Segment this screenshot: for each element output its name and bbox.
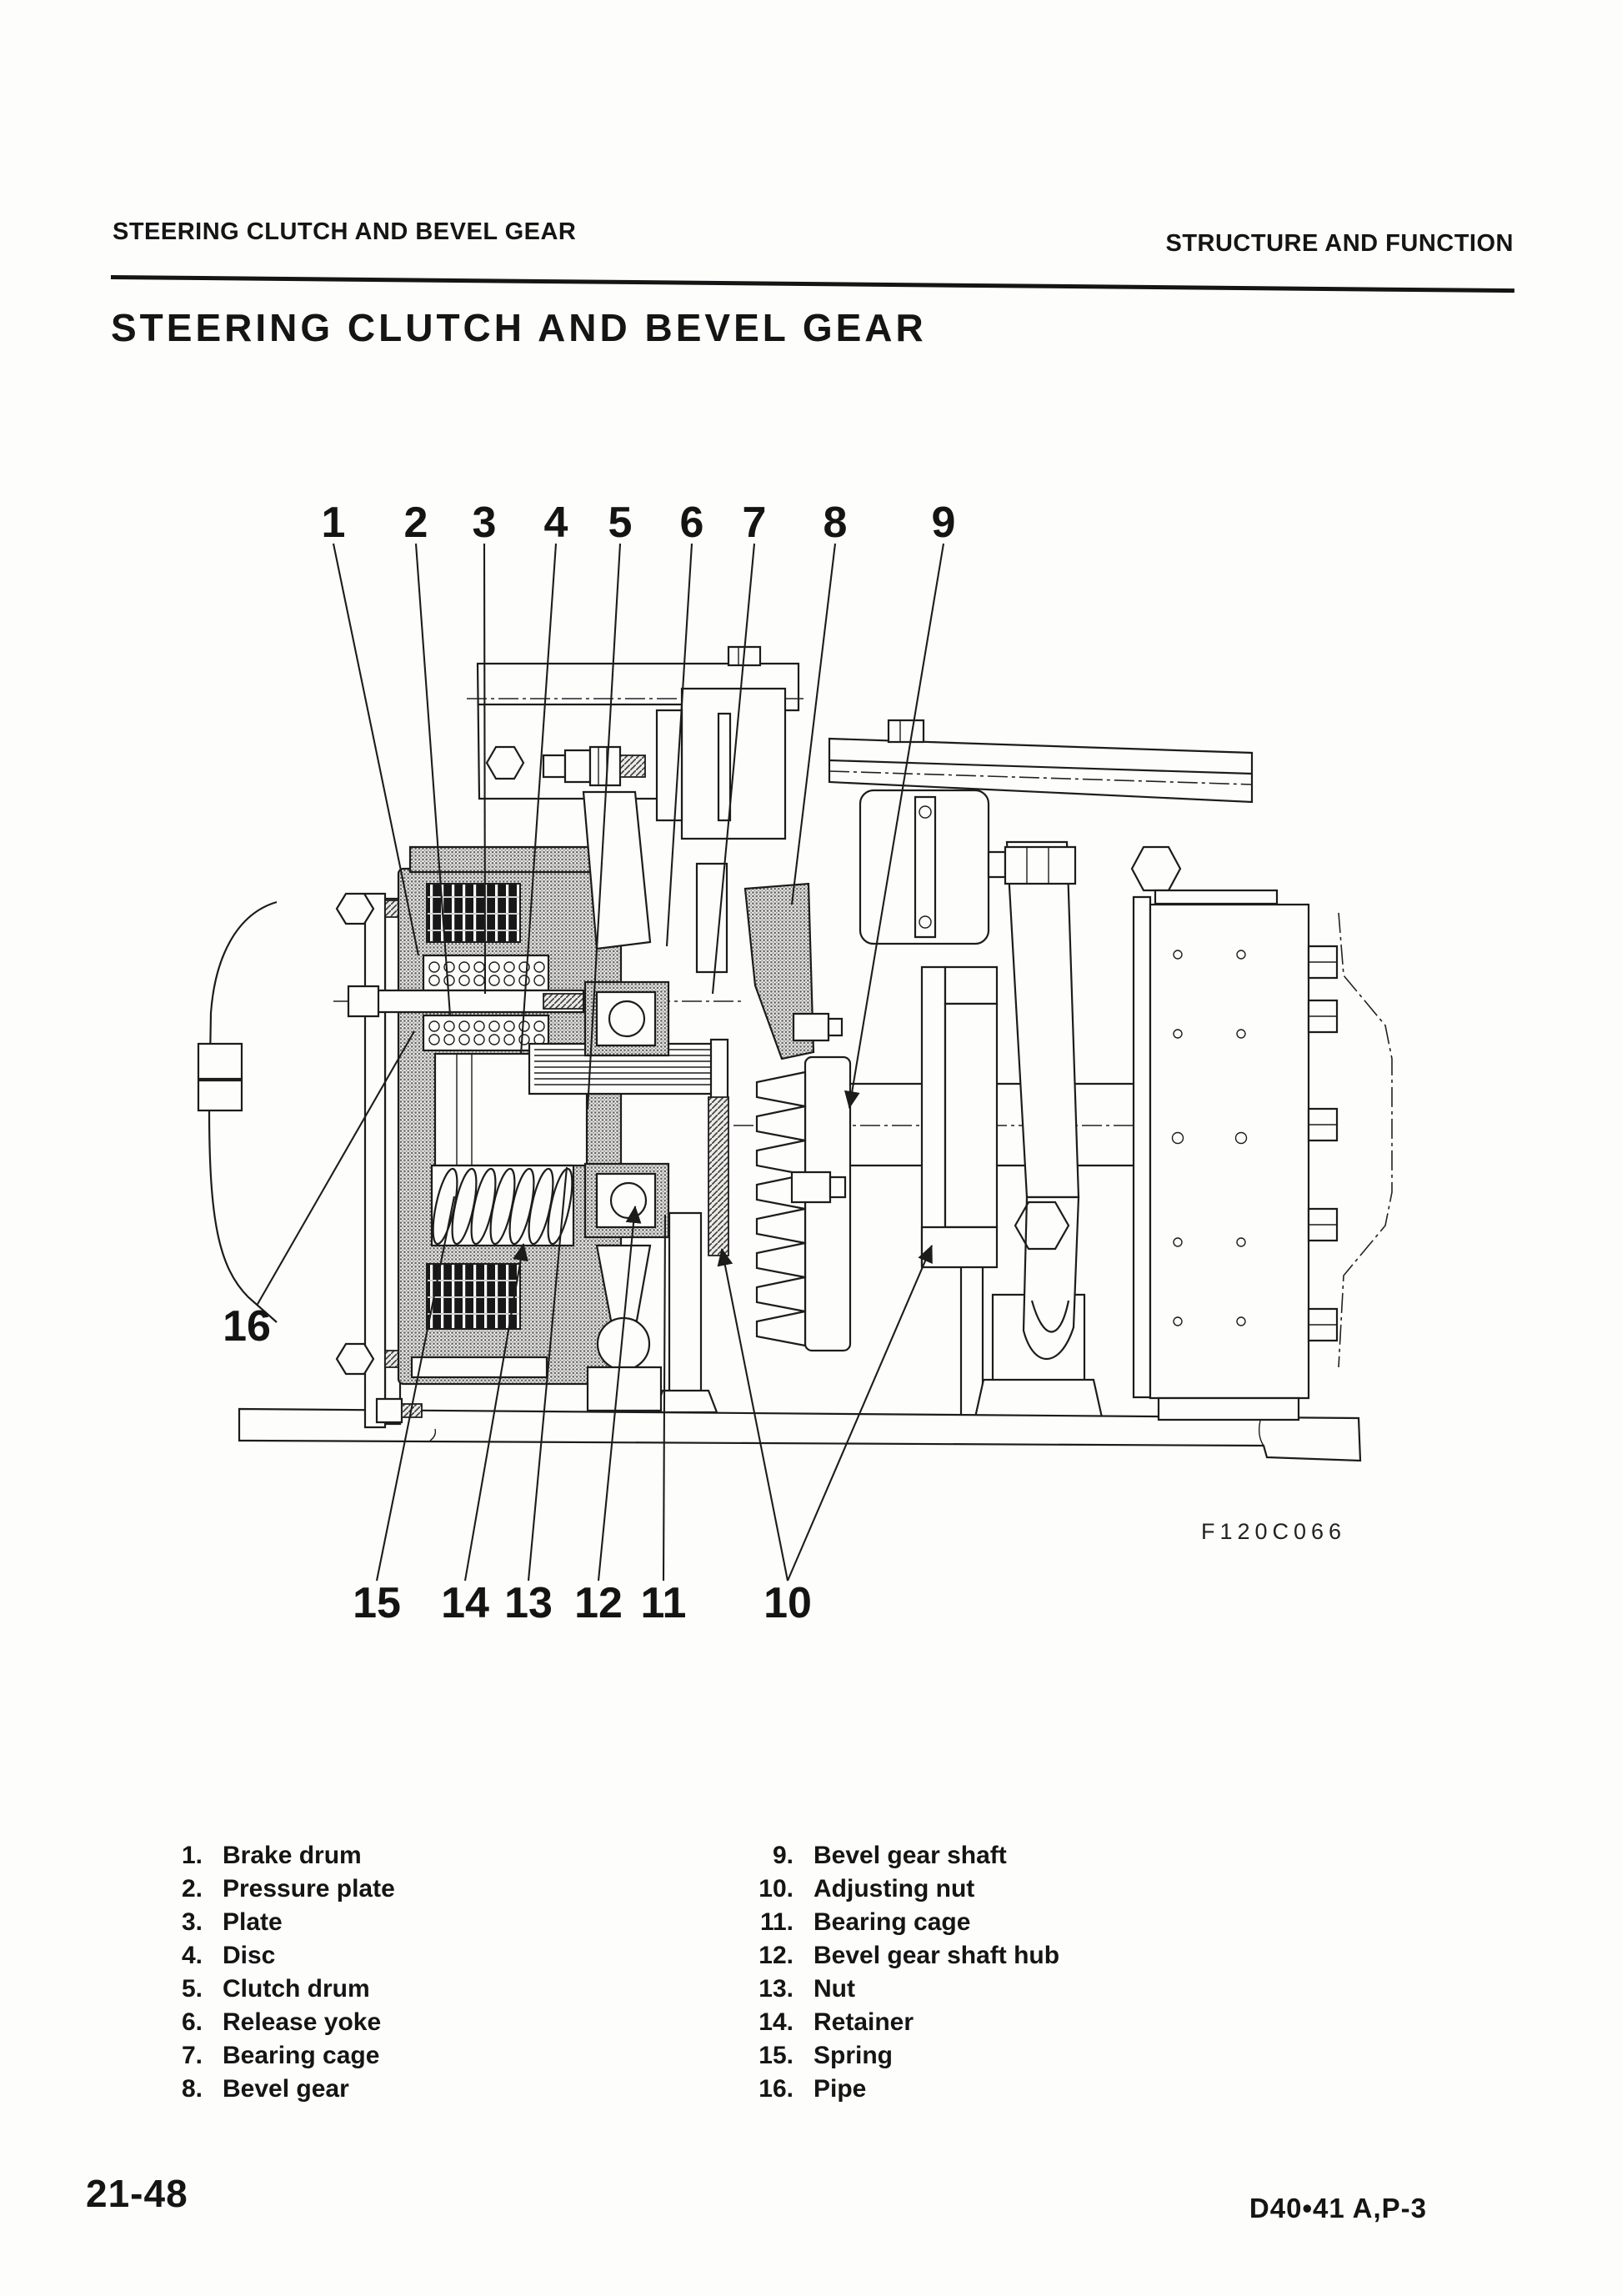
part-label: Bevel gear: [223, 2075, 349, 2103]
part-number: 7.: [181, 2042, 203, 2069]
part-label: Pipe: [814, 2075, 867, 2103]
part-number: 1.: [181, 1842, 203, 1869]
callout-8: 8: [823, 499, 848, 547]
coil-spring: [428, 1166, 578, 1246]
callout-9: 9: [931, 499, 956, 547]
list-item: [733, 1973, 1059, 2006]
adjusting-nut-screw: [708, 1097, 728, 1256]
header-section-right: STRUCTURE AND FUNCTION: [1165, 230, 1514, 257]
callout-5: 5: [608, 499, 633, 547]
friction-plate-stack-bottom: [427, 1264, 520, 1329]
rail-bolt: [889, 720, 924, 742]
list-item: [163, 2006, 395, 2039]
list-item: [163, 1872, 395, 1906]
part-number: 6.: [181, 2008, 203, 2036]
part-label: Disc: [223, 1942, 276, 1969]
part-label: Clutch drum: [223, 1975, 370, 2003]
callout-1: 1: [321, 499, 346, 547]
list-item: [733, 1839, 1059, 1872]
right-rounded-bracket: [860, 790, 989, 944]
mounting-plates: [365, 894, 400, 1427]
callout-11: 11: [640, 1579, 687, 1627]
callout-7: 7: [742, 499, 767, 547]
part-label: Pressure plate: [223, 1875, 395, 1902]
callout-6: 6: [679, 499, 704, 547]
part-number: 9.: [772, 1842, 793, 1869]
callout-14: 14: [441, 1579, 489, 1627]
part-number: 5.: [181, 1975, 203, 2003]
part-label: Bearing cage: [814, 1908, 971, 1936]
page-number: 21-48: [86, 2172, 188, 2215]
list-item: [163, 1839, 395, 1872]
model-code: D40•41 A,P-3: [1249, 2193, 1427, 2223]
part-label: Adjusting nut: [814, 1875, 975, 1902]
list-item: [733, 2073, 1059, 2106]
parts-list-right: [733, 1839, 1059, 2106]
list-item: [163, 1973, 395, 2006]
final-drive-housing: [1134, 897, 1392, 1420]
part-label: Bearing cage: [223, 2042, 380, 2069]
callout-3: 3: [472, 499, 497, 547]
part-label: Spring: [814, 2042, 893, 2069]
part-label: Plate: [223, 1908, 283, 1936]
page-title: STEERING CLUTCH AND BEVEL GEAR: [111, 306, 927, 349]
list-item: [733, 1906, 1059, 1939]
list-item: [163, 2073, 395, 2106]
list-item: [163, 1906, 395, 1939]
part-label: Release yoke: [223, 2008, 382, 2036]
callout-10: 10: [763, 1579, 812, 1627]
part-number: 3.: [181, 1908, 203, 1936]
gear-teeth: [757, 1072, 805, 1346]
part-label: Bevel gear shaft hub: [814, 1942, 1060, 1969]
part-number: 15.: [758, 2042, 793, 2069]
bevel-gear: [745, 884, 850, 1351]
list-item: [733, 2039, 1059, 2073]
bearing-cage-upper: [585, 982, 668, 1055]
part-number: 11.: [759, 1908, 793, 1936]
part-label: Nut: [814, 1975, 855, 2003]
pipe: [333, 986, 742, 1016]
parts-list-left: [163, 1839, 395, 2106]
list-item: [733, 2006, 1059, 2039]
rail-hex-nut: [1132, 847, 1180, 890]
list-item: [733, 1872, 1059, 1906]
callout-12: 12: [574, 1579, 623, 1627]
list-item: [163, 1939, 395, 1973]
part-label: Retainer: [814, 2008, 914, 2036]
part-label: Brake drum: [223, 1842, 362, 1869]
callout-15: 15: [353, 1579, 401, 1627]
bearing-cage-lower: [585, 1164, 668, 1237]
shaft-hub-disc: [922, 967, 997, 1267]
hex-nut: [487, 747, 523, 779]
part-number: 12.: [758, 1942, 793, 1969]
header-section-left: STEERING CLUTCH AND BEVEL GEAR: [113, 218, 577, 245]
callout-2: 2: [403, 499, 428, 547]
callout-13: 13: [504, 1579, 553, 1627]
part-number: 10.: [758, 1875, 793, 1902]
part-number: 2.: [181, 1875, 203, 1902]
callout-4: 4: [543, 499, 568, 547]
part-number: 14.: [758, 2008, 793, 2036]
list-item: [163, 2039, 395, 2073]
part-number: 8.: [181, 2075, 203, 2103]
part-number: 13.: [758, 1975, 793, 2003]
callout-16: 16: [223, 1302, 271, 1351]
part-label: Bevel gear shaft: [814, 1842, 1007, 1869]
housing-side-bolts: [1309, 946, 1337, 1341]
part-number: 4.: [181, 1942, 203, 1969]
list-item: [733, 1939, 1059, 1973]
brake-drum-outer-profile: [198, 902, 277, 1322]
figure-code: F120C066: [1200, 1519, 1347, 1544]
part-number: 16.: [758, 2075, 793, 2103]
